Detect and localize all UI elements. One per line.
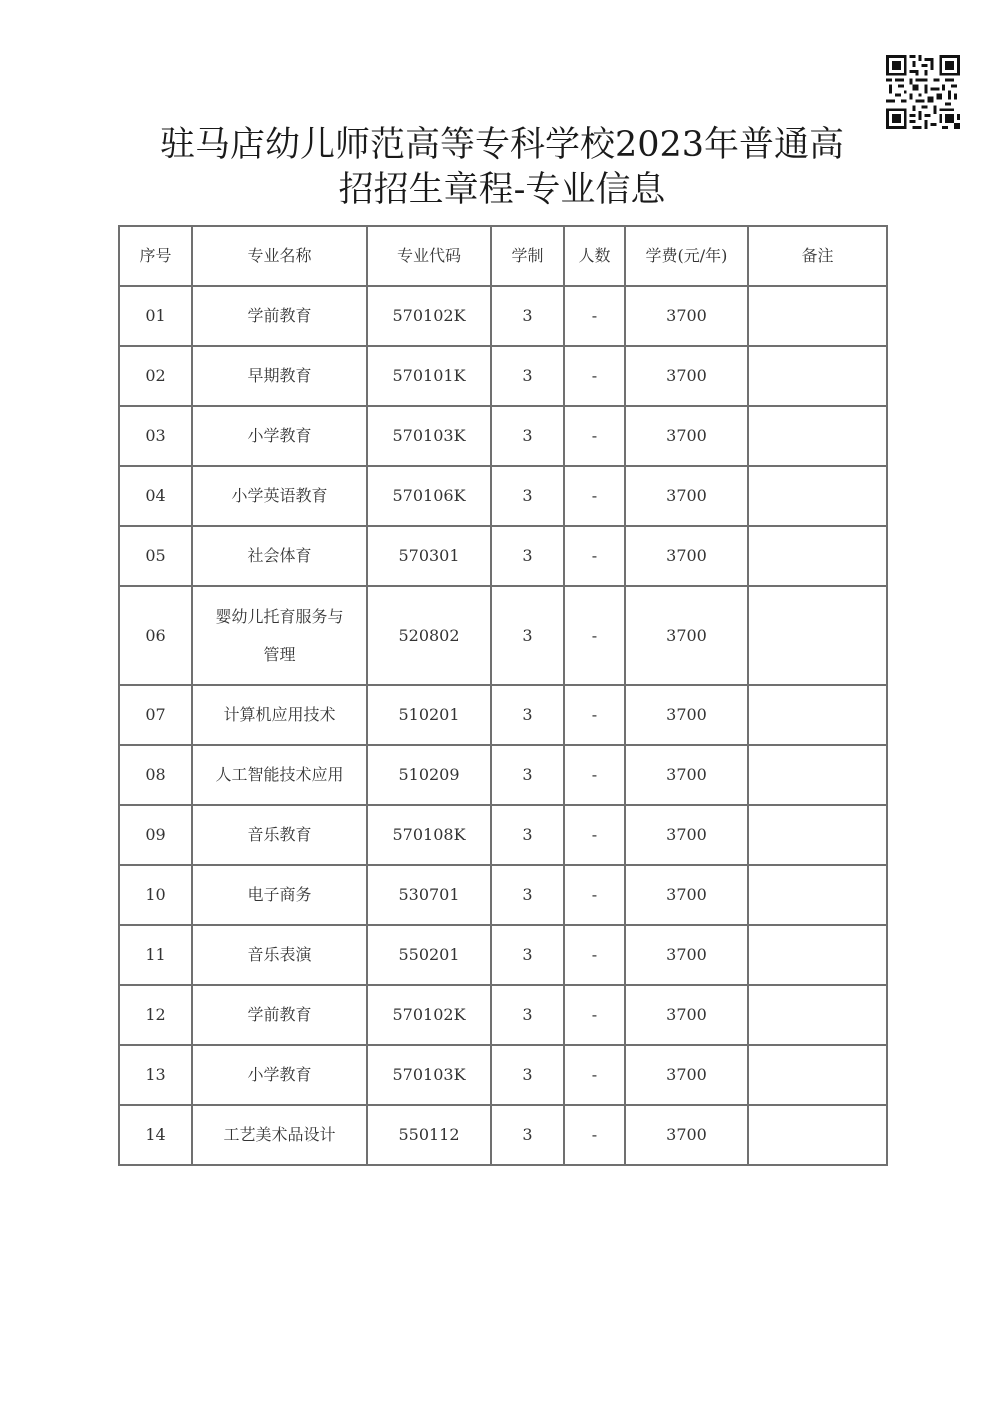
cell-code: 520802	[367, 586, 491, 685]
table-row	[119, 286, 887, 346]
cell-fee: 3700	[625, 286, 748, 346]
cell-fee: 3700	[625, 346, 748, 406]
cell-fee: 3700	[625, 865, 748, 925]
cell-fee: 3700	[625, 1105, 748, 1165]
table-row	[119, 1105, 887, 1165]
cell-duration: 3	[491, 985, 564, 1045]
cell-note	[748, 745, 887, 805]
cell-duration: 3	[491, 406, 564, 466]
cell-count: -	[564, 865, 625, 925]
cell-fee: 3700	[625, 805, 748, 865]
cell-name: 音乐教育	[192, 805, 367, 865]
header-count: 人数	[564, 226, 625, 286]
cell-name-line-2: 管理	[263, 644, 296, 664]
header-code: 专业代码	[367, 226, 491, 286]
cell-name: 小学教育	[192, 1045, 367, 1105]
cell-code: 570101K	[367, 346, 491, 406]
table-row	[119, 805, 887, 865]
cell-seq: 13	[119, 1045, 192, 1105]
cell-note	[748, 685, 887, 745]
title-line-1: 驻马店幼儿师范高等专科学校2023年普通高	[159, 125, 845, 165]
cell-code: 530701	[367, 865, 491, 925]
cell-seq: 10	[119, 865, 192, 925]
cell-count: -	[564, 985, 625, 1045]
cell-name: 音乐表演	[192, 925, 367, 985]
table-row	[119, 745, 887, 805]
title-line-2: 招招生章程-专业信息	[338, 170, 666, 210]
cell-code: 510201	[367, 685, 491, 745]
cell-duration: 3	[491, 1105, 564, 1165]
cell-note	[748, 1105, 887, 1165]
cell-duration: 3	[491, 865, 564, 925]
qr-code-icon	[886, 55, 960, 129]
cell-count: -	[564, 685, 625, 745]
cell-duration: 3	[491, 286, 564, 346]
cell-name: 电子商务	[192, 865, 367, 925]
cell-fee: 3700	[625, 586, 748, 685]
cell-duration: 3	[491, 685, 564, 745]
cell-fee: 3700	[625, 925, 748, 985]
cell-note	[748, 406, 887, 466]
cell-fee: 3700	[625, 985, 748, 1045]
table-row	[119, 346, 887, 406]
cell-seq: 05	[119, 526, 192, 586]
cell-duration: 3	[491, 586, 564, 685]
header-name: 专业名称	[192, 226, 367, 286]
cell-note	[748, 865, 887, 925]
cell-name: 计算机应用技术	[192, 685, 367, 745]
cell-seq: 14	[119, 1105, 192, 1165]
cell-code: 570301	[367, 526, 491, 586]
header-duration: 学制	[491, 226, 564, 286]
cell-name: 学前教育	[192, 286, 367, 346]
cell-note	[748, 466, 887, 526]
cell-code: 550201	[367, 925, 491, 985]
table-row	[119, 925, 887, 985]
cell-note	[748, 925, 887, 985]
table-row	[119, 685, 887, 745]
table-row	[119, 865, 887, 925]
cell-count: -	[564, 745, 625, 805]
cell-note	[748, 346, 887, 406]
cell-seq: 01	[119, 286, 192, 346]
cell-code: 550112	[367, 1105, 491, 1165]
cell-name	[192, 586, 367, 685]
cell-code: 570108K	[367, 805, 491, 865]
cell-count: -	[564, 586, 625, 685]
cell-fee: 3700	[625, 685, 748, 745]
cell-duration: 3	[491, 526, 564, 586]
cell-duration: 3	[491, 925, 564, 985]
cell-count: -	[564, 466, 625, 526]
cell-code: 570102K	[367, 985, 491, 1045]
cell-fee: 3700	[625, 526, 748, 586]
cell-name: 早期教育	[192, 346, 367, 406]
cell-duration: 3	[491, 466, 564, 526]
table-row	[119, 526, 887, 586]
cell-count: -	[564, 526, 625, 586]
cell-fee: 3700	[625, 745, 748, 805]
document-title	[100, 123, 904, 213]
cell-duration: 3	[491, 805, 564, 865]
cell-seq: 06	[119, 586, 192, 685]
cell-note	[748, 586, 887, 685]
cell-seq: 09	[119, 805, 192, 865]
cell-seq: 03	[119, 406, 192, 466]
header-note: 备注	[748, 226, 887, 286]
cell-name: 人工智能技术应用	[192, 745, 367, 805]
table-row	[119, 466, 887, 526]
table-row	[119, 1045, 887, 1105]
cell-note	[748, 805, 887, 865]
cell-name: 工艺美术品设计	[192, 1105, 367, 1165]
cell-seq: 07	[119, 685, 192, 745]
cell-duration: 3	[491, 346, 564, 406]
cell-code: 570102K	[367, 286, 491, 346]
cell-code: 570106K	[367, 466, 491, 526]
cell-name: 小学英语教育	[192, 466, 367, 526]
cell-duration: 3	[491, 1045, 564, 1105]
header-seq: 序号	[119, 226, 192, 286]
cell-name: 学前教育	[192, 985, 367, 1045]
cell-seq: 12	[119, 985, 192, 1045]
cell-fee: 3700	[625, 1045, 748, 1105]
cell-seq: 11	[119, 925, 192, 985]
cell-fee: 3700	[625, 466, 748, 526]
table-header-row	[119, 226, 887, 286]
cell-seq: 02	[119, 346, 192, 406]
cell-code: 570103K	[367, 406, 491, 466]
cell-fee: 3700	[625, 406, 748, 466]
cell-note	[748, 1045, 887, 1105]
cell-count: -	[564, 346, 625, 406]
cell-count: -	[564, 1105, 625, 1165]
cell-seq: 08	[119, 745, 192, 805]
majors-table	[118, 225, 888, 1166]
cell-seq: 04	[119, 466, 192, 526]
table-row	[119, 985, 887, 1045]
cell-count: -	[564, 286, 625, 346]
cell-name: 小学教育	[192, 406, 367, 466]
table-row	[119, 406, 887, 466]
cell-note	[748, 286, 887, 346]
cell-duration: 3	[491, 745, 564, 805]
cell-note	[748, 985, 887, 1045]
cell-code: 570103K	[367, 1045, 491, 1105]
cell-count: -	[564, 925, 625, 985]
cell-count: -	[564, 406, 625, 466]
cell-count: -	[564, 1045, 625, 1105]
cell-code: 510209	[367, 745, 491, 805]
cell-name: 社会体育	[192, 526, 367, 586]
header-fee: 学费(元/年)	[625, 226, 748, 286]
cell-count: -	[564, 805, 625, 865]
cell-note	[748, 526, 887, 586]
cell-name-line-1: 婴幼儿托育服务与	[215, 606, 344, 626]
table-row	[119, 586, 887, 685]
